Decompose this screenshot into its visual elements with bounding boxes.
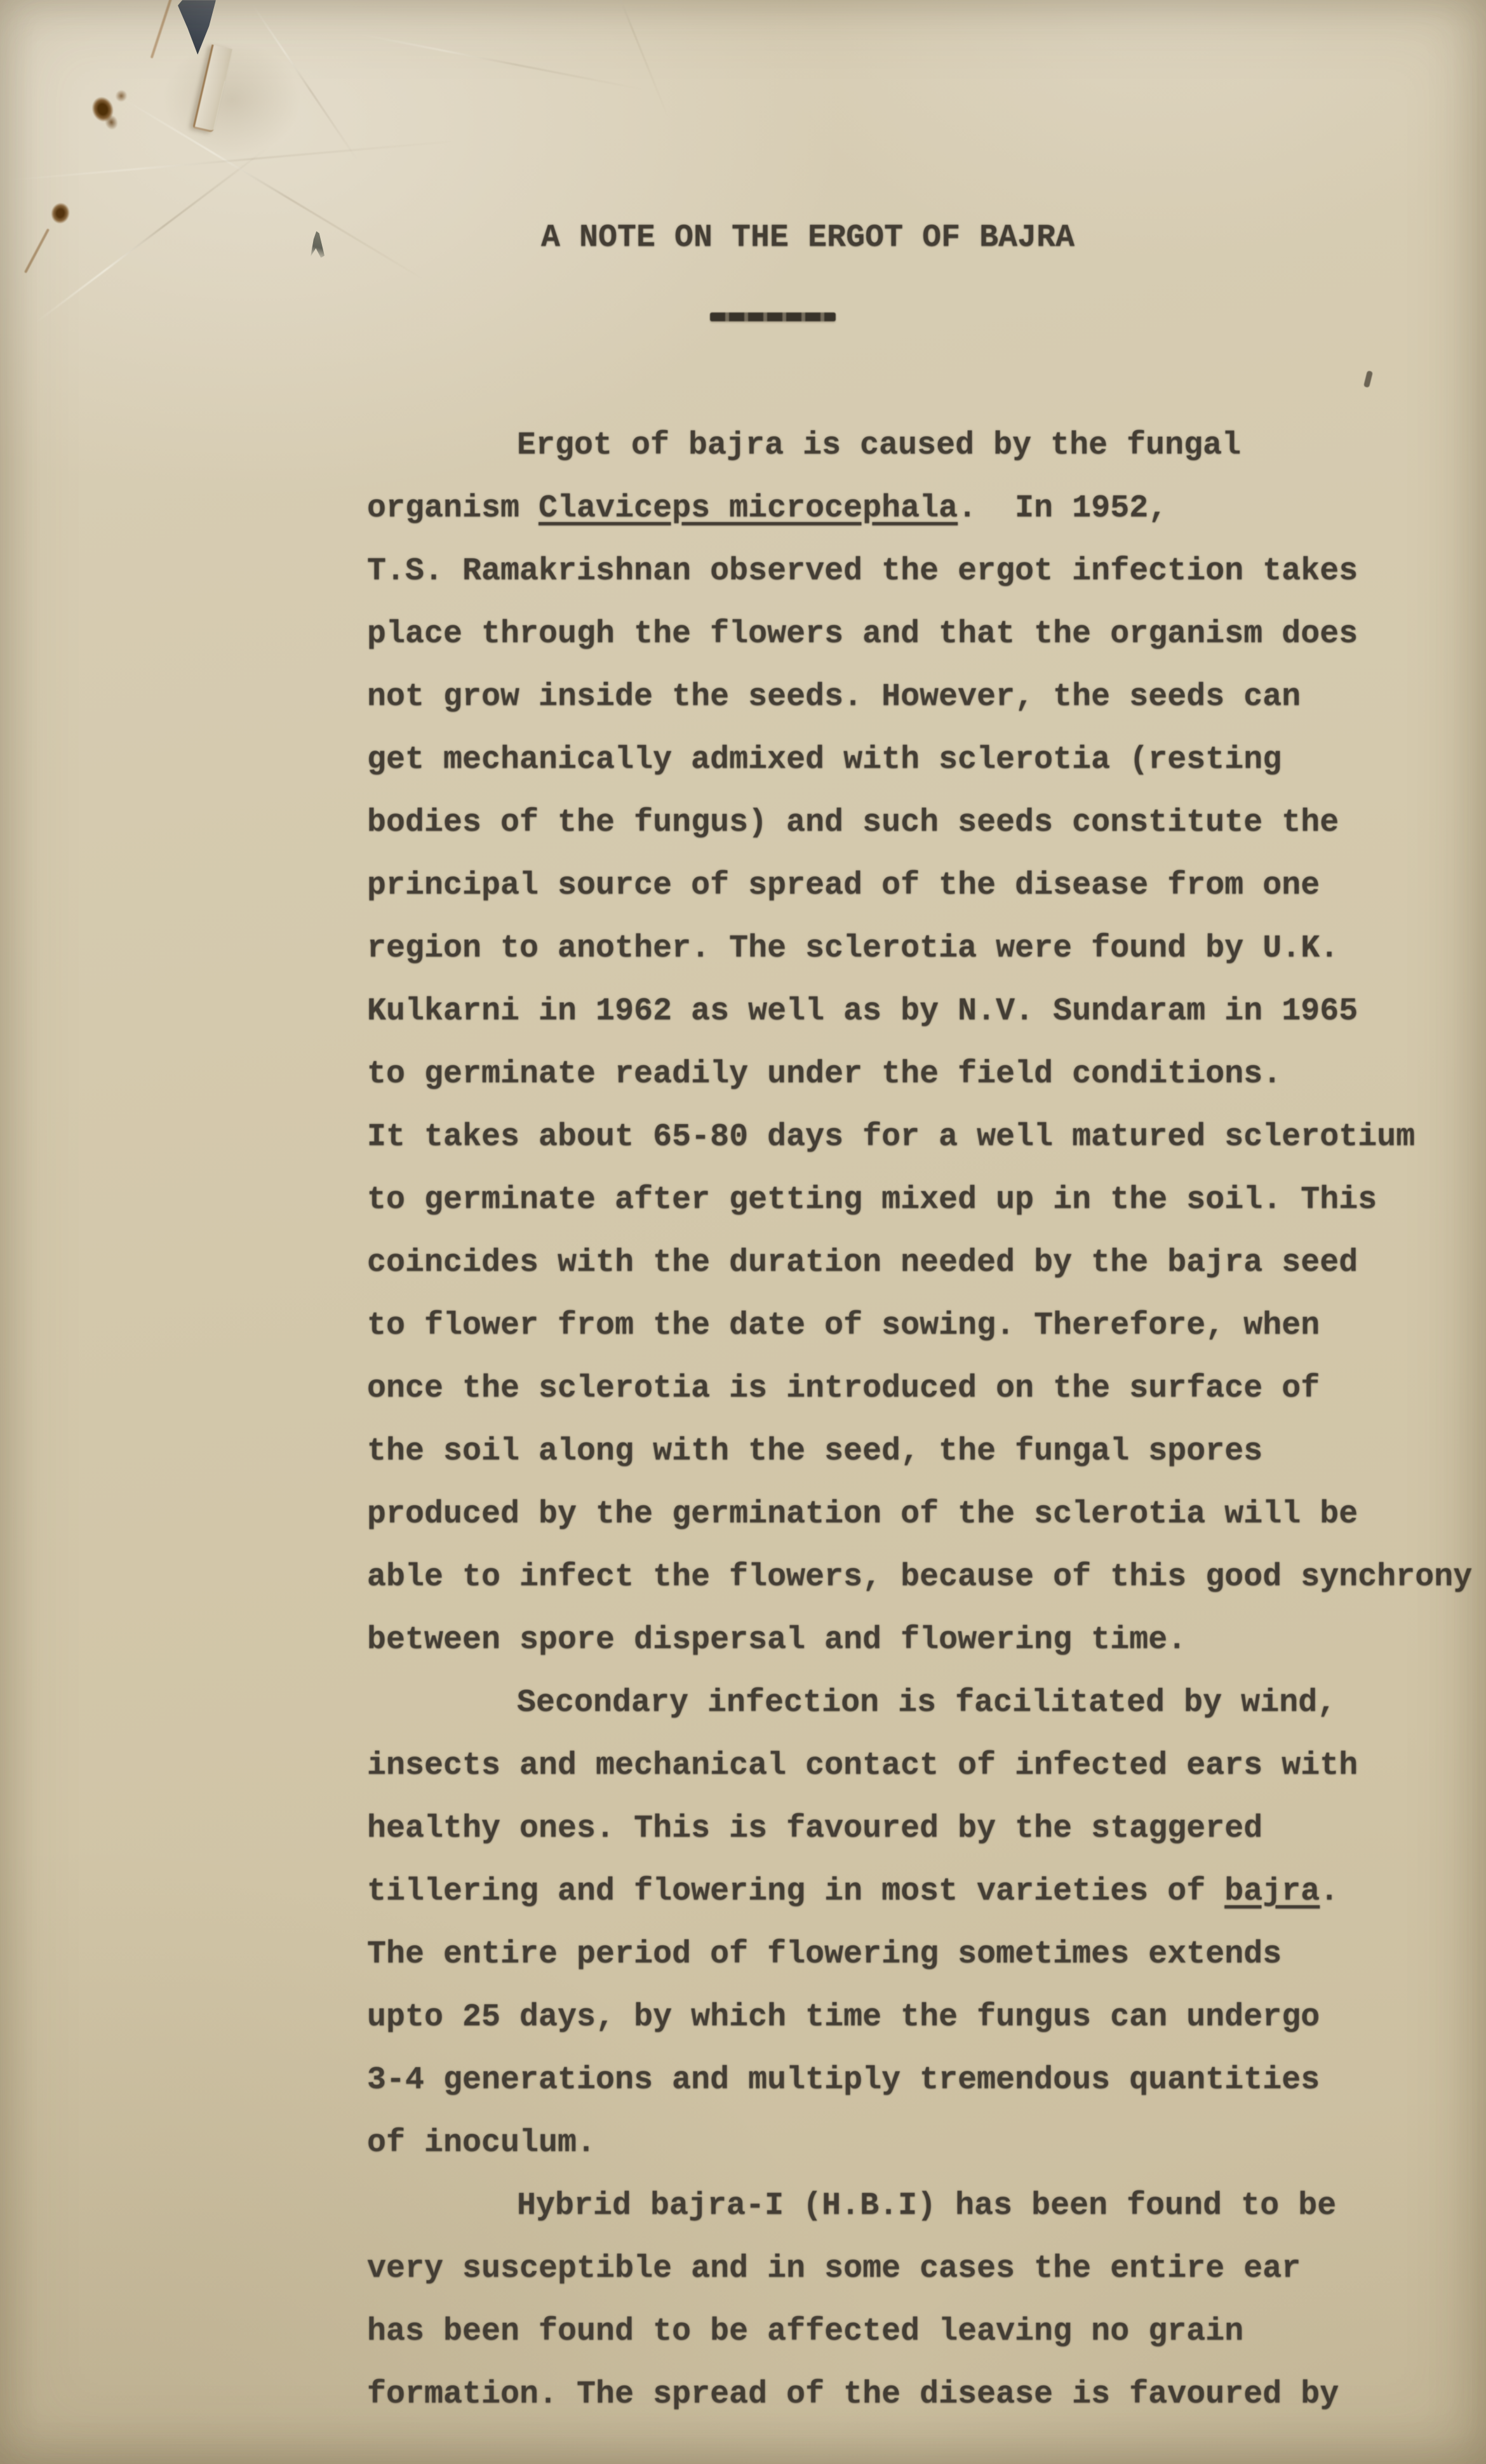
text-segment: the soil along with the seed, the fungal spores [367,1433,1263,1470]
text-line [367,477,1486,540]
dark-binding-mark [178,0,216,55]
text-line [367,1420,1486,1483]
text-line [367,2237,1486,2300]
text-segment: very susceptible and in some cases the entire ear [367,2251,1301,2287]
text-segment: between spore dispersal and flowering time. [367,1622,1187,1658]
underlined-term: Claviceps microcephala [539,490,958,526]
text-segment: formation. The spread of the disease is favoured by [367,2376,1339,2413]
text-segment: Secondary infection is facilitated by wind, [517,1685,1337,1721]
text-line [367,1231,1486,1294]
paper-crease [35,146,269,323]
text-line [367,1483,1486,1546]
text-line [367,1734,1486,1797]
text-line [367,791,1486,854]
text-line [367,980,1486,1043]
paper-crease [1,140,457,182]
text-line [367,1923,1486,1986]
paper-crease [358,33,645,91]
paper-crease [251,3,359,161]
torn-paper-flap [192,44,232,133]
underlined-term: bajra [1224,1873,1320,1910]
rust-stain [110,84,133,108]
text-line [367,1168,1486,1231]
text-line [367,1043,1486,1106]
text-line [367,2300,1486,2363]
text-segment: principal source of spread of the disease from one [367,867,1320,904]
text-segment: to germinate after getting mixed up in the soil. This [367,1182,1377,1218]
text-segment: healthy ones. This is favoured by the staggered [367,1811,1263,1847]
text-segment: able to infect the flowers, because of this good synchrony [367,1559,1473,1595]
tear-edge-line [151,0,173,58]
ink-speck [311,231,325,258]
text-segment: insects and mechanical contact of infected ears with [367,1748,1358,1784]
text-segment: Ergot of bajra is caused by the fungal [517,427,1242,464]
text-line [367,2049,1486,2112]
text-line [367,1609,1486,1671]
text-segment: has been found to be affected leaving no grain [367,2313,1244,2350]
rust-stain [44,197,77,235]
text-segment: The entire period of flowering sometimes extends [367,1936,1282,1972]
text-line [367,1986,1486,2049]
text-segment: It takes about 65-80 days for a well matured sclerotium [367,1119,1416,1155]
text-segment: T.S. Ramakrishnan observed the ergot infection takes [367,553,1358,589]
typed-text [367,414,1486,2426]
text-line [367,1860,1486,1923]
text-segment: . [1320,1873,1339,1910]
text-segment: not grow inside the seeds. However, the seeds can [367,679,1301,715]
text-segment: once the sclerotia is introduced on the surface of [367,1370,1320,1407]
text-segment: 3-4 generations and multiply tremendous quantities [367,2062,1320,2098]
title-underline-rule [710,312,836,321]
text-line [367,2363,1486,2426]
page-title: A NOTE ON THE ERGOT OF BAJRA [541,220,1075,256]
text-line [367,414,1486,477]
text-line [367,603,1486,666]
text-line [367,1294,1486,1357]
text-segment: get mechanically admixed with sclerotia (resting [367,742,1282,778]
text-line [367,2174,1486,2237]
paper-crease [587,0,670,121]
text-line [367,728,1486,791]
text-segment: . In 1952, [958,490,1168,526]
text-segment: produced by the germination of the sclerotia will be [367,1496,1358,1532]
text-segment: Hybrid bajra-I (H.B.I) has been found to be [517,2188,1337,2224]
text-segment: to germinate readily under the field conditions. [367,1056,1282,1092]
text-line [367,1106,1486,1168]
text-segment: tillering and flowering in most varieties of [367,1873,1225,1910]
paper-crease [120,97,426,281]
text-line [367,666,1486,728]
rust-stain-streak [24,229,50,274]
text-line [367,917,1486,980]
text-line [367,540,1486,603]
paper-fold-shadow [133,25,330,191]
text-segment: coincides with the duration needed by the bajra seed [367,1245,1358,1281]
text-line [367,1546,1486,1609]
text-segment: upto 25 days, by which time the fungus can undergo [367,1999,1320,2035]
rust-stain [84,89,126,138]
text-segment: organism [367,490,539,526]
text-segment: of inoculum. [367,2125,596,2161]
text-segment: bodies of the fungus) and such seeds constitute the [367,805,1339,841]
text-line [367,854,1486,917]
text-line [367,2112,1486,2174]
text-segment: region to another. The sclerotia were found by U.K. [367,930,1339,967]
text-line [367,1797,1486,1860]
text-line [367,1671,1486,1734]
text-segment: place through the flowers and that the organism does [367,616,1358,652]
text-segment: Kulkarni in 1962 as well as by N.V. Sundaram in 1965 [367,993,1358,1029]
text-line [367,1357,1486,1420]
ink-speck [1363,370,1373,387]
text-segment: to flower from the date of sowing. Therefore, when [367,1308,1320,1344]
